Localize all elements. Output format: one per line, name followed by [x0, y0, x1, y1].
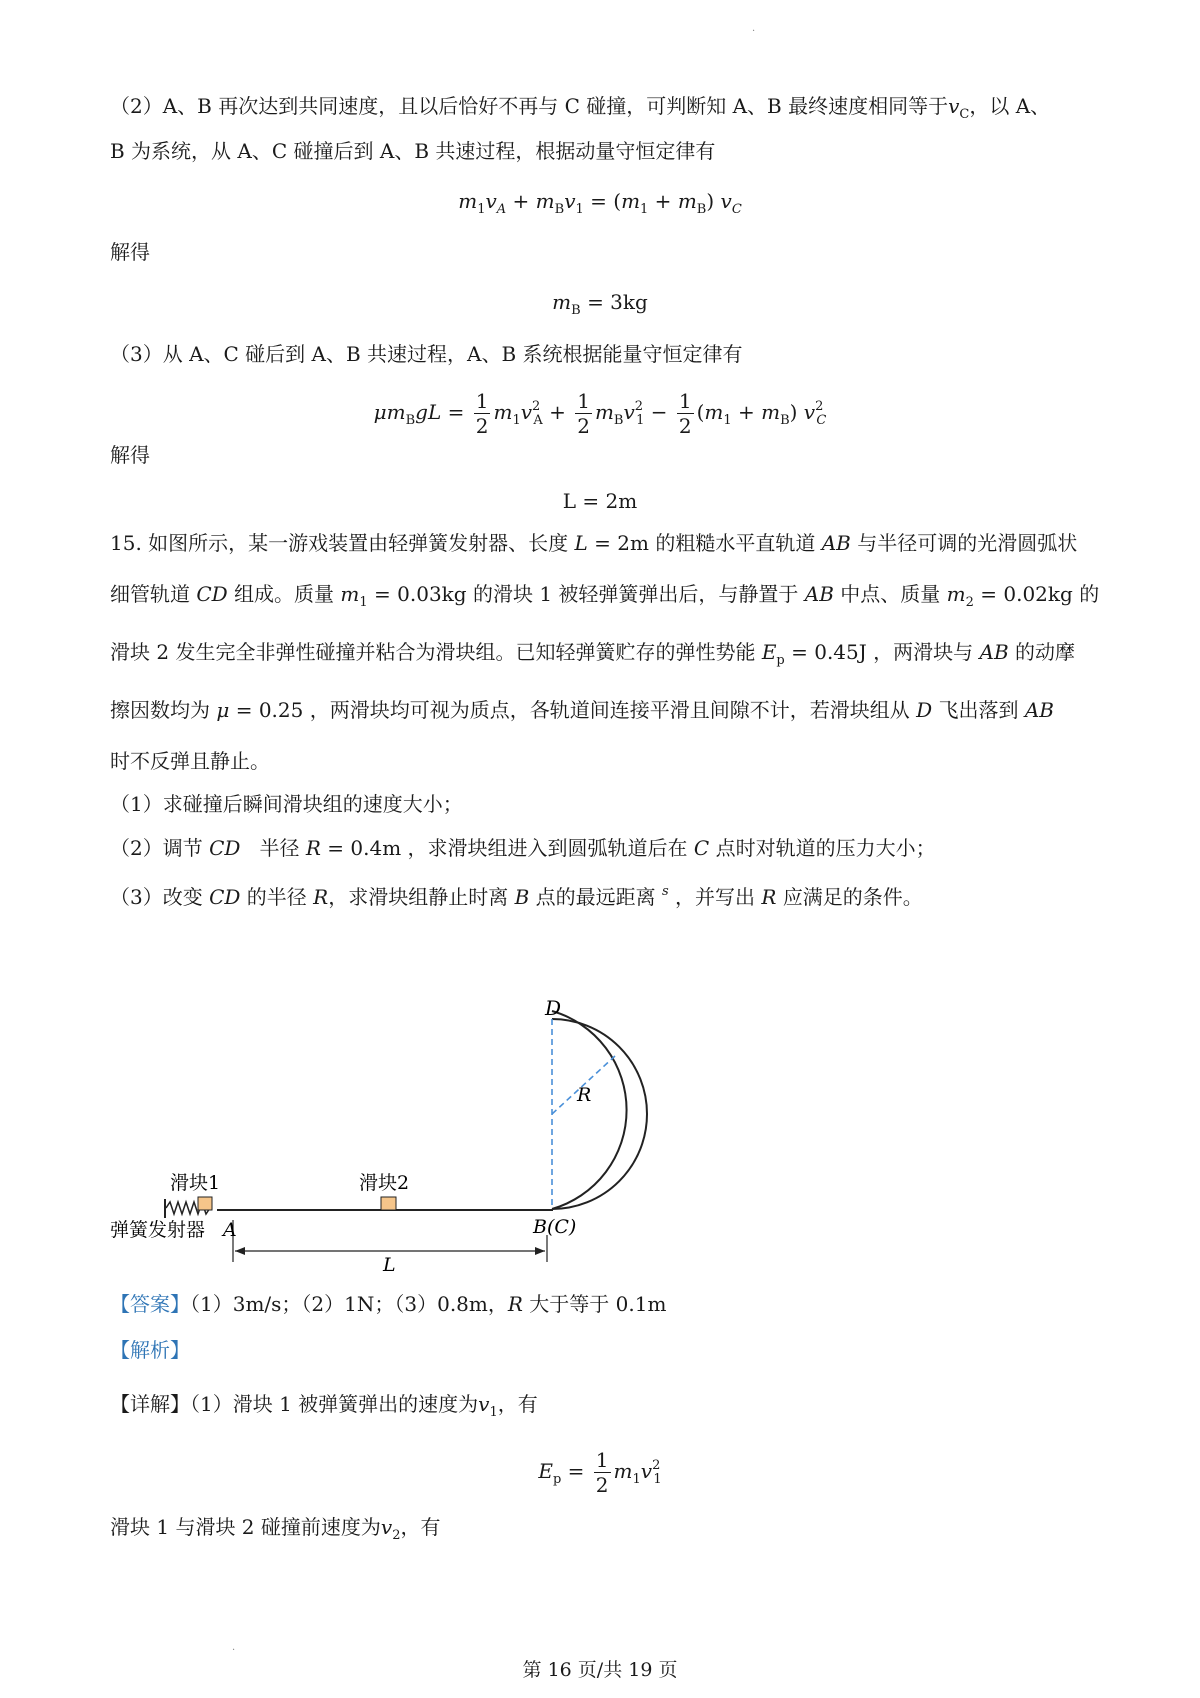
detail-line2: 滑块 1 与滑块 2 碰撞前速度为$v_2$，有 [110, 1515, 441, 1543]
page-mark: · [752, 26, 756, 37]
solve-label: 解得 [110, 240, 150, 264]
q15-sub3: （3）改变 CD 的半径 R，求滑块组静止时离 B 点的最远距离 $^s$ ，并写出 R 应满足的条件。 [110, 884, 923, 909]
label-bc: B(C) [533, 1216, 577, 1238]
mass-result: $m_B = 3kg$ [552, 290, 648, 318]
length-result: L = 2m [562, 489, 638, 513]
q15-line2: 细管轨道 CD 组成。质量 $m_1 = 0.03kg$ 的滑块 1 被轻弹簧弹出后，与静置于 AB 中点、质量 $m_2 = 0.02kg$ 的 [110, 582, 1100, 610]
detail-tag: 【详解】 [110, 1392, 190, 1416]
analysis-tag: 【解析】 [110, 1338, 190, 1362]
q15-sub2: （2）调节 CD 半径 R = 0.4m ，求滑块组进入到圆弧轨道后在 C 点时对轨道的压力大小； [110, 836, 936, 860]
spring-energy-equation: $E_p$ = $\frac{1}{2}$ $m_1v^2_1$ [538, 1448, 662, 1497]
page-footer: 第 16 页/共 19 页 [522, 1659, 678, 1681]
q15-line3: 滑块 2 发生完全非弹性碰撞并粘合为滑块组。已知轻弹簧贮存的弹性势能 $E_p = 0.45J$ ，两滑块与 AB 的动摩 [110, 640, 1075, 668]
dim-arrow-right [535, 1247, 545, 1255]
arc-outer [552, 1011, 627, 1209]
detail-line: 【详解】（1）滑块 1 被弹簧弹出的速度为$v_1$，有 [110, 1392, 538, 1420]
dim-arrow-left [235, 1247, 245, 1255]
q15-line5: 时不反弹且静止。 [110, 749, 270, 773]
answer-line: 【答案】（1）3m/s；（2）1N；（3）0.8m，R 大于等于 0.1m [110, 1292, 667, 1316]
q15-line4: 擦因数均为 μ = 0.25 ，两滑块均可视为质点，各轨道间连接平滑且间隙不计，若滑块组从 D 飞出落到 AB [110, 698, 1054, 722]
page-mark: · [232, 1645, 236, 1656]
momentum-equation: $m_1v_A + m_Bv_1 = (m_1 + m_B)$ $v_C$ [458, 189, 742, 217]
slider-2 [381, 1197, 396, 1210]
sec3-line1: （3）从 A、C 碰后到 A、B 共速过程，A、B 系统根据能量守恒定律有 [110, 342, 743, 366]
sec2-line2: B 为系统，从 A、C 碰撞后到 A、B 共速过程，根据动量守恒定律有 [110, 139, 716, 163]
label-slider1: 滑块1 [170, 1172, 221, 1194]
label-launcher: 弹簧发射器 [110, 1219, 206, 1241]
label-a: A [223, 1219, 237, 1241]
label-d: D [545, 996, 562, 1020]
sec2-line1: （2）A、B 再次达到共同速度，且以后恰好不再与 C 碰撞，可判断知 A、B 最终速度相同等于$v_C$，以 A、 [110, 94, 1051, 122]
label-slider2: 滑块2 [359, 1172, 410, 1194]
energy-equation: $\mu m_BgL$ = $\frac{1}{2}$ $m_1v^2_A$ + $\frac{1}{2}$ $m_Bv^2_1$ − $\frac{1}{2}$ $(m_1 + m_B)$ $v^2_C$ [373, 389, 827, 438]
label-r: R [577, 1084, 592, 1106]
slider-1 [198, 1197, 212, 1210]
q15-sub1: （1）求碰撞后瞬间滑块组的速度大小； [110, 792, 463, 816]
solve-label: 解得 [110, 443, 150, 467]
label-l: L [383, 1254, 396, 1276]
answer-tag: 【答案】 [110, 1292, 190, 1316]
q15-line1: 15. 如图所示，某一游戏装置由轻弹簧发射器、长度 L = 2m 的粗糙水平直轨道 AB 与半径可调的光滑圆弧状 [110, 531, 1078, 555]
